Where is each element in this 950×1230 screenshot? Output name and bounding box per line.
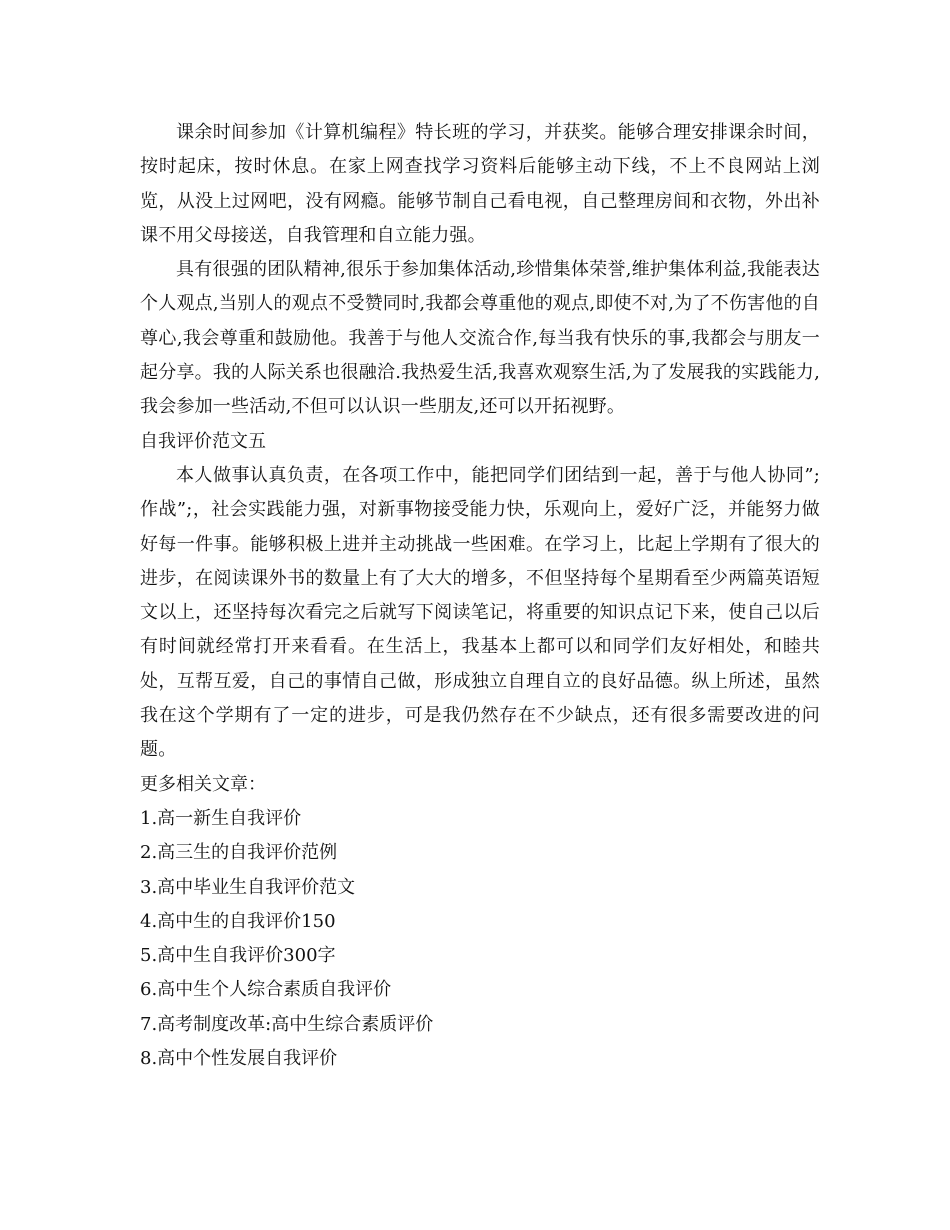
related-articles-list xyxy=(140,802,820,1076)
related-article-link[interactable]: 3.高中毕业生自我评价范文 xyxy=(140,876,356,898)
paragraph-extracurricular: 课余时间参加《计算机编程》特长班的学习，并获奖。能够合理安排课余时间，按时起床，按时休息。在家上网查找学习资料后能够主动下线，不上不良网站上浏览，从没上过网吧，没有网瘾。能够节制自己看电视，自己整理房间和衣物，外出补课不用父母接送，自我管理和自立能力强。 xyxy=(140,122,820,246)
related-article-link[interactable]: 5.高中生自我评价300字 xyxy=(140,945,336,967)
related-articles-heading: 更多相关文章： xyxy=(140,773,266,795)
paragraph-sample-five: 本人做事认真负责，在各项工作中，能把同学们团结到一起，善于与他人协同”;作战”;，社会实践能力强，对新事物接受能力快，乐观向上，爱好广泛，并能努力做好每一件事。能够积极上进并主动挑战一些困难。在学习上，比起上学期有了很大的进步，在阅读课外书的数量上有了大大的增多，不但坚持每个星期看至少两篇英语短文以上，还坚持每次看完之后就写下阅读笔记，将重要的知识点记下来，使自己以后有时间就经常打开来看看。在生活上，我基本上都可以和同学们友好相处，和睦共处，互帮互爱，自己的事情自己做，形成独立自理自立的良好品德。纵上所述，虽然我在这个学期有了一定的进步，可是我仍然存在不少缺点，还有很多需要改进的问题。 xyxy=(140,464,820,761)
related-article-link[interactable]: 7.高考制度改革:高中生综合素质评价 xyxy=(140,1013,434,1035)
related-article-link[interactable]: 2.高三生的自我评价范例 xyxy=(140,842,338,864)
related-article-link[interactable]: 1.高一新生自我评价 xyxy=(140,807,302,829)
related-article-link[interactable]: 6.高中生个人综合素质自我评价 xyxy=(140,979,392,1001)
paragraph-team-spirit: 具有很强的团队精神,很乐于参加集体活动,珍惜集体荣誉,维护集体利益,我能表达个人观点,当别人的观点不受赞同时,我都会尊重他的观点,即使不对,为了不伤害他的自尊心,我会尊重和鼓励他。我善于与他人交流合作,每当我有快乐的事,我都会与朋友一起分享。我的人际关系也很融洽.我热爱生活,我喜欢观察生活,为了发展我的实践能力,我会参加一些活动,不但可以认识一些朋友,还可以开拓视野。 xyxy=(140,259,820,418)
document-content xyxy=(140,116,820,1076)
related-article-link[interactable]: 4.高中生的自我评价150 xyxy=(140,910,336,932)
related-article-link[interactable]: 8.高中个性发展自我评价 xyxy=(140,1048,338,1070)
section-heading: 自我评价范文五 xyxy=(140,430,266,452)
